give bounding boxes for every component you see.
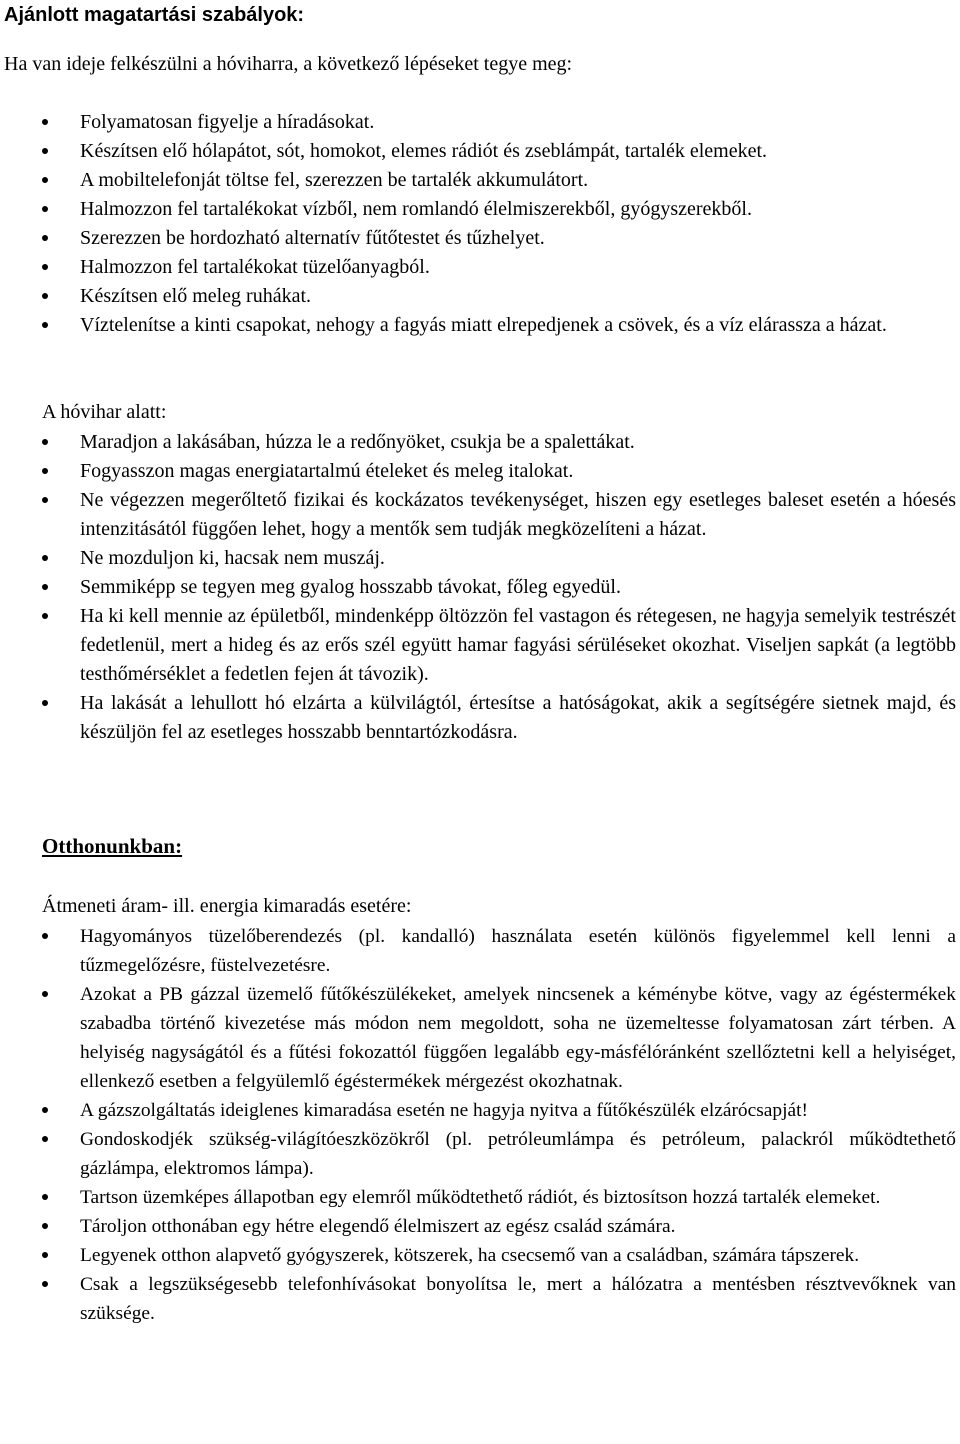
preparation-list bbox=[0, 108, 960, 340]
bullet-icon bbox=[42, 497, 48, 503]
list-item: Semmiképp se tegyen meg gyalog hosszabb távokat, főleg egyedül. bbox=[0, 573, 960, 602]
bullet-icon bbox=[42, 322, 48, 328]
bullet-icon bbox=[42, 264, 48, 270]
bullet-icon bbox=[42, 148, 48, 154]
intro-text: Ha van ideje felkészülni a hóviharra, a következő lépéseket tegye meg: bbox=[4, 53, 573, 75]
list-item: Azokat a PB gázzal üzemelő fűtőkészülékeket, amelyek nincsenek a kéménybe kötve, vagy az égéstermékek szabadba történő kivezetése más módon nem megoldott, soha ne üzemeltesse folyamatosan zárt térben. A helyiség nagyságától és a fűtési fokozattól függően legalább egy-másfélóránként szellőztetni kell a helyiséget, ellenkező esetben a felgyülemlő égéstermékek mérgezést okozhatnak. bbox=[0, 980, 960, 1096]
bullet-icon bbox=[42, 1281, 48, 1287]
bullet-icon bbox=[42, 119, 48, 125]
list-item: Szerezzen be hordozható alternatív fűtőtestet és tűzhelyet. bbox=[0, 224, 960, 253]
list-item: Gondoskodjék szükség-világítóeszközökről (pl. petróleumlámpa és petróleum, palackról működtethető gázlámpa, elektromos lámpa). bbox=[0, 1125, 960, 1183]
list-item: Hagyományos tüzelőberendezés (pl. kandalló) használata esetén különös figyelemmel kell lenni a tűzmegelőzésre, füstelvezetésre. bbox=[0, 922, 960, 980]
bullet-icon bbox=[42, 700, 48, 706]
bullet-icon bbox=[42, 584, 48, 590]
list-item: Ha lakását a lehullott hó elzárta a külvilágtól, értesítse a hatóságokat, akik a segítségére sietnek majd, és készüljön fel az esetleges hosszabb benntartózkodásra. bbox=[0, 689, 960, 747]
bullet-icon bbox=[42, 235, 48, 241]
list-item: Maradjon a lakásában, húzza le a redőnyöket, csukja be a spalettákat. bbox=[0, 428, 960, 457]
bullet-icon bbox=[42, 1194, 48, 1200]
bullet-icon bbox=[42, 613, 48, 619]
list-item: Készítsen elő hólapátot, sót, homokot, elemes rádiót és zseblámpát, tartalék elemeket. bbox=[0, 137, 960, 166]
home-section-title: Otthonunkban: bbox=[42, 834, 183, 858]
list-item: Halmozzon fel tartalékokat vízből, nem romlandó élelmiszerekből, gyógyszerekből. bbox=[0, 195, 960, 224]
bullet-icon bbox=[42, 555, 48, 561]
list-item: Halmozzon fel tartalékokat tüzelőanyagból. bbox=[0, 253, 960, 282]
home-section-subtitle: Átmeneti áram- ill. energia kimaradás esetére: bbox=[42, 895, 412, 917]
bullet-icon bbox=[42, 439, 48, 445]
list-item: Tartson üzemképes állapotban egy elemről működtethető rádiót, és biztosítson hozzá tartalék elemeket. bbox=[0, 1183, 960, 1212]
bullet-icon bbox=[42, 933, 48, 939]
list-item: Tároljon otthonában egy hétre elegendő élelmiszert az egész család számára. bbox=[0, 1212, 960, 1241]
bullet-icon bbox=[42, 991, 48, 997]
page-title: Ajánlott magatartási szabályok: bbox=[4, 4, 305, 26]
list-item: Készítsen elő meleg ruhákat. bbox=[0, 282, 960, 311]
list-item: Fogyasszon magas energiatartalmú ételeket és meleg italokat. bbox=[0, 457, 960, 486]
list-item: Csak a legszükségesebb telefonhívásokat bonyolítsa le, mert a hálózatra a mentésben résztvevőknek van szüksége. bbox=[0, 1270, 960, 1328]
list-item: Ne mozduljon ki, hacsak nem muszáj. bbox=[0, 544, 960, 573]
list-item: Ne végezzen megerőltető fizikai és kockázatos tevékenységet, hiszen egy esetleges baleset esetén a hóesés intenzitásától függően lehet, hogy a mentők sem tudják megközelíteni a házat. bbox=[0, 486, 960, 544]
list-item: A gázszolgáltatás ideiglenes kimaradása esetén ne hagyja nyitva a fűtőkészülék elzárócsapját! bbox=[0, 1096, 960, 1125]
bullet-icon bbox=[42, 177, 48, 183]
bullet-icon bbox=[42, 1223, 48, 1229]
bullet-icon bbox=[42, 1107, 48, 1113]
list-item: Folyamatosan figyelje a híradásokat. bbox=[0, 108, 960, 137]
bullet-icon bbox=[42, 206, 48, 212]
home-list bbox=[0, 922, 960, 1328]
list-item: Ha ki kell mennie az épületből, mindenképp öltözzön fel vastagon és rétegesen, ne hagyja semelyik testrészét fedetlenül, mert a hideg és az erős szél együtt hamar fagyási sérüléseket okozhat. Viseljen sapkát (a legtöbb testhőmérséklet a fedetlen fejen át távozik). bbox=[0, 602, 960, 689]
list-item: Legyenek otthon alapvető gyógyszerek, kötszerek, ha csecsemő van a családban, számára tápszerek. bbox=[0, 1241, 960, 1270]
during-storm-heading: A hóvihar alatt: bbox=[42, 401, 167, 423]
bullet-icon bbox=[42, 1252, 48, 1258]
bullet-icon bbox=[42, 468, 48, 474]
bullet-icon bbox=[42, 1136, 48, 1142]
list-item: A mobiltelefonját töltse fel, szerezzen be tartalék akkumulátort. bbox=[0, 166, 960, 195]
list-item: Víztelenítse a kinti csapokat, nehogy a fagyás miatt elrepedjenek a csövek, és a víz elárassza a házat. bbox=[0, 311, 960, 340]
during-storm-list bbox=[0, 428, 960, 747]
bullet-icon bbox=[42, 293, 48, 299]
